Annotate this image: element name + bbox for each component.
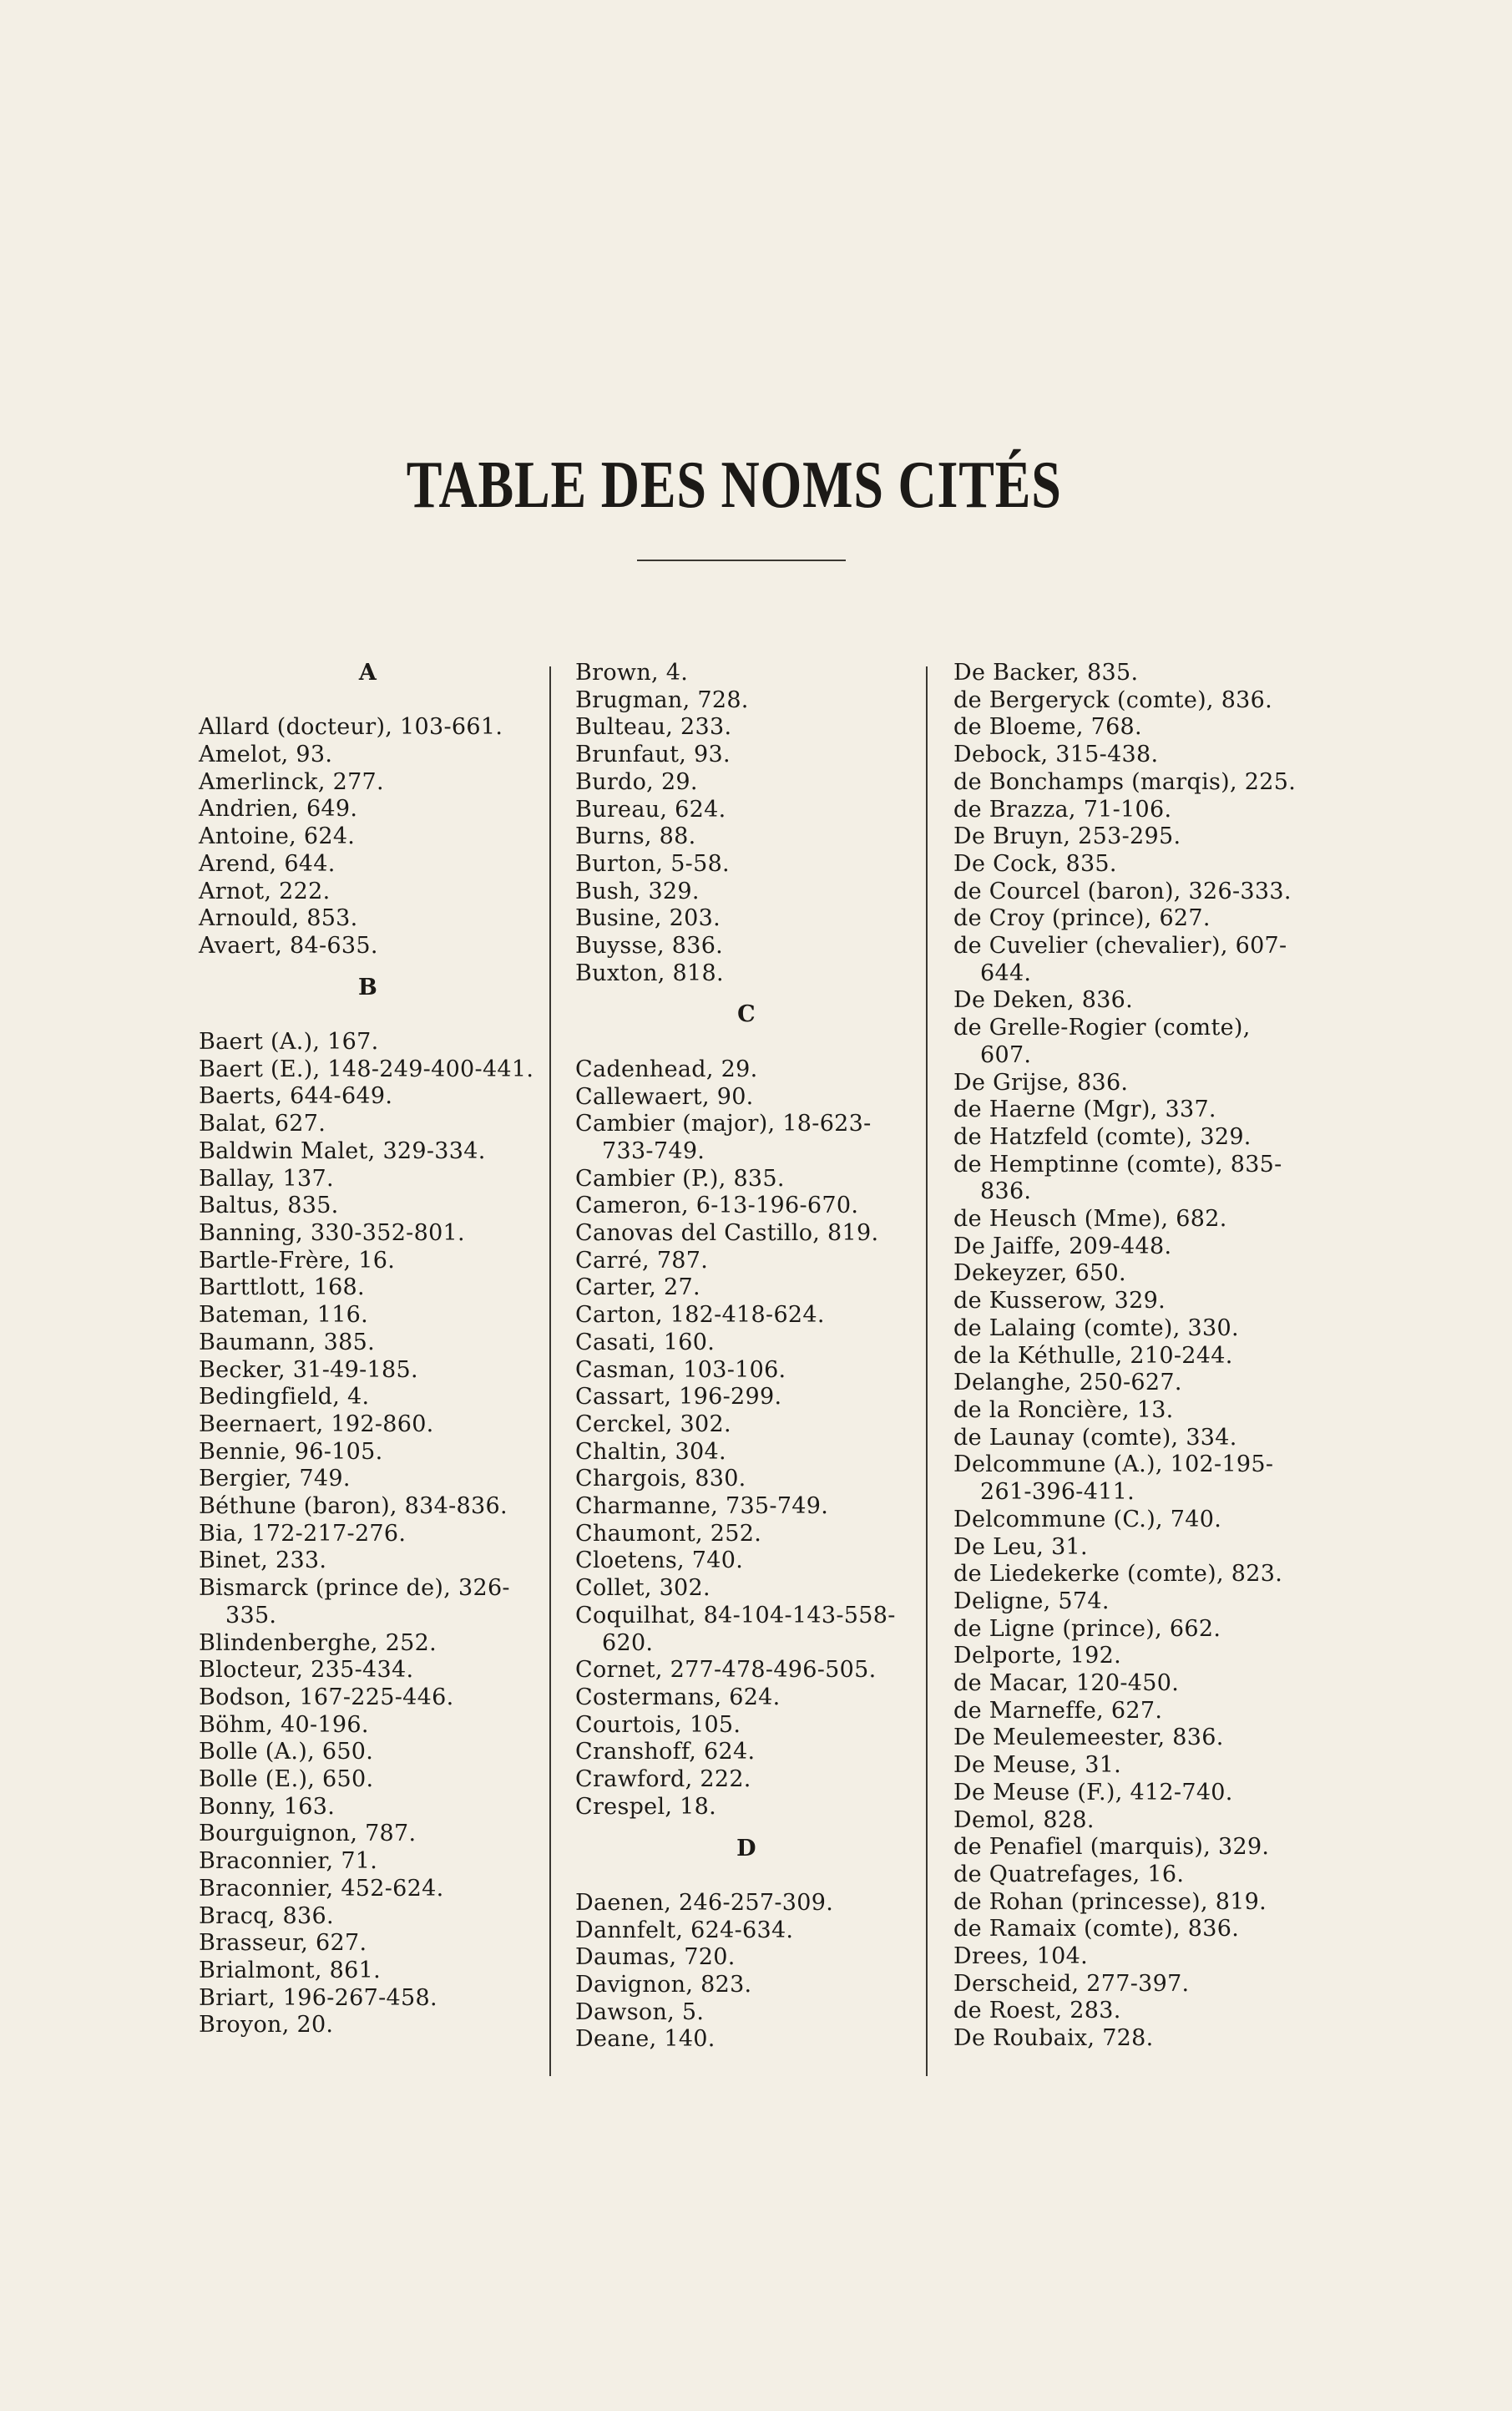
index-entry: de la Kéthulle, 210-244. [953, 1342, 1233, 1369]
index-entry: Baert (A.), 167. [199, 1029, 379, 1056]
index-entry: de Croy (prince), 627. [953, 905, 1211, 932]
index-entry: Blindenberghe, 252. [199, 1629, 437, 1656]
index-entry: Derscheid, 277-397. [953, 1970, 1190, 1997]
index-column-3 [953, 660, 1304, 2079]
index-entry: Daumas, 720. [575, 1944, 736, 1971]
index-entry: De Deken, 836. [953, 987, 1134, 1014]
index-entry: Callewaert, 90. [575, 1083, 754, 1110]
index-entry: de la Roncière, 13. [953, 1396, 1174, 1423]
index-entry: Barttlott, 168. [199, 1274, 365, 1301]
index-entry: Charmanne, 735-749. [575, 1493, 829, 1520]
index-entry: Braconnier, 452-624. [199, 1875, 444, 1902]
index-entry: Beernaert, 192-860. [199, 1411, 434, 1437]
index-entry: De Bruyn, 253-295. [953, 823, 1181, 850]
index-entry: Burns, 88. [575, 823, 696, 850]
index-entry: Bedingfield, 4. [199, 1384, 370, 1411]
index-entry: De Roubaix, 728. [953, 2025, 1154, 2052]
index-entry: de Launay (comte), 334. [953, 1424, 1237, 1451]
index-entry: Becker, 31-49-185. [199, 1356, 418, 1383]
entry-list-d [575, 1890, 918, 2054]
index-entry: Brunfaut, 93. [575, 742, 731, 768]
index-entry: Crespel, 18. [575, 1793, 717, 1820]
index-entry: Burdo, 29. [575, 768, 698, 795]
index-entry: Arnot, 222. [199, 878, 331, 904]
column-divider-1 [549, 666, 551, 2076]
index-entry: Bergier, 749. [199, 1466, 351, 1492]
index-entry: Bush, 329. [575, 878, 700, 904]
index-entry: Brasseur, 627. [199, 1930, 367, 1957]
index-entry: Delcommune (C.), 740. [953, 1506, 1222, 1532]
index-entry: Demol, 828. [953, 1806, 1095, 1833]
index-entry: de Grelle-Rogier (comte), 607. [953, 1015, 1251, 1068]
index-entry: Buxton, 818. [575, 960, 724, 986]
index-entry: Courtois, 105. [575, 1711, 741, 1738]
index-entry: de Roest, 283. [953, 1998, 1121, 2024]
index-entry: Crawford, 222. [575, 1766, 751, 1793]
index-entry: De Cock, 835. [953, 850, 1117, 877]
index-entry: Cerckel, 302. [575, 1411, 731, 1437]
index-entry: Bulteau, 233. [575, 714, 732, 741]
section-letter-a: A [358, 660, 377, 686]
index-entry: Busine, 203. [575, 905, 721, 932]
index-entry: Andrien, 649. [199, 796, 358, 823]
index-entry: de Ligne (prince), 662. [953, 1615, 1221, 1642]
index-entry: Costermans, 624. [575, 1684, 781, 1710]
index-entry: Bateman, 116. [199, 1302, 369, 1329]
index-entry: Antoine, 624. [199, 823, 356, 850]
entry-list-b-continued [575, 660, 918, 987]
index-entry: Coquilhat, 84-104-143-558-620. [575, 1602, 896, 1656]
index-entry: Deligne, 574. [953, 1588, 1110, 1614]
index-entry: Bourguignon, 787. [199, 1821, 417, 1847]
index-entry: de Hemptinne (comte), 835-836. [953, 1151, 1282, 1205]
index-entry: Bonny, 163. [199, 1793, 336, 1820]
index-entry: de Kusserow, 329. [953, 1288, 1166, 1314]
index-entry: Delanghe, 250-627. [953, 1370, 1182, 1396]
index-entry: Brialmont, 861. [199, 1957, 381, 1983]
column-divider-2 [926, 666, 928, 2076]
index-entry: Bia, 172-217-276. [199, 1520, 407, 1547]
index-entry: Briart, 196-267-458. [199, 1984, 437, 2011]
index-entry: Brown, 4. [575, 660, 689, 686]
index-entry: Banning, 330-352-801. [199, 1220, 465, 1246]
index-entry: Cloetens, 740. [575, 1547, 744, 1574]
index-entry: Cornet, 277-478-496-505. [575, 1657, 877, 1684]
index-entry: de Courcel (baron), 326-333. [953, 878, 1292, 904]
index-entry: de Heusch (Mme), 682. [953, 1206, 1227, 1233]
index-entry: Amerlinck, 277. [199, 768, 384, 795]
index-entry: Deane, 140. [575, 2026, 716, 2053]
index-entry: Béthune (baron), 834-836. [199, 1493, 508, 1520]
index-entry: Bismarck (prince de), 326-335. [199, 1575, 510, 1628]
index-entry: de Ramaix (comte), 836. [953, 1916, 1240, 1942]
index-entry: Burton, 5-58. [575, 850, 730, 877]
index-entry: Baerts, 644-649. [199, 1083, 393, 1110]
index-entry: Dawson, 5. [575, 1998, 705, 2025]
index-entry: Balat, 627. [199, 1111, 326, 1137]
index-entry: Casman, 103-106. [575, 1356, 786, 1383]
index-entry: De Meulemeester, 836. [953, 1725, 1224, 1751]
index-entry: de Bonchamps (marqis), 225. [953, 768, 1297, 795]
entry-list-b [199, 1029, 537, 2039]
index-entry: Cadenhead, 29. [575, 1056, 758, 1082]
index-entry: Bennie, 96-105. [199, 1438, 383, 1465]
index-entry: Amelot, 93. [199, 742, 333, 768]
index-entry: de Cuvelier (chevalier), 607-644. [953, 933, 1287, 986]
index-entry: Carré, 787. [575, 1247, 709, 1274]
index-entry: Casati, 160. [575, 1329, 716, 1355]
index-entry: Baumann, 385. [199, 1329, 375, 1355]
index-entry: Bracq, 836. [199, 1902, 334, 1929]
index-entry: de Lalaing (comte), 330. [953, 1314, 1239, 1341]
index-entry: de Bergeryck (comte), 836. [953, 686, 1273, 713]
index-entry: Bartle-Frère, 16. [199, 1247, 396, 1274]
index-entry: Carton, 182-418-624. [575, 1302, 825, 1329]
section-letter-c: C [737, 1001, 756, 1028]
index-entry: Bureau, 624. [575, 796, 726, 823]
title-divider [637, 560, 846, 561]
index-entry: Binet, 233. [199, 1547, 327, 1574]
index-entry: Delporte, 192. [953, 1643, 1122, 1669]
index-entry: Brugman, 728. [575, 686, 749, 713]
index-entry: Carter, 27. [575, 1274, 700, 1301]
entry-list-c [575, 1056, 918, 1821]
index-column-2 [575, 660, 918, 2079]
index-entry: Davignon, 823. [575, 1971, 752, 1998]
index-entry: Broyon, 20. [199, 2012, 334, 2039]
index-entry: Blocteur, 235-434. [199, 1657, 414, 1684]
index-entry: Baert (E.), 148-249-400-441. [199, 1056, 534, 1082]
index-entry: De Meuse (F.), 412-740. [953, 1779, 1233, 1806]
entry-list-a [199, 714, 537, 960]
index-entry: Cambier (major), 18-623-733-749. [575, 1111, 872, 1164]
index-entry: de Marneffe, 627. [953, 1697, 1163, 1724]
index-entry: Drees, 104. [953, 1943, 1088, 1970]
index-entry: Allard (docteur), 103-661. [199, 714, 503, 741]
index-entry: de Macar, 120-450. [953, 1670, 1180, 1697]
index-entry: de Hatzfeld (comte), 329. [953, 1123, 1252, 1150]
index-column-1 [199, 660, 537, 2079]
index-entry: Braconnier, 71. [199, 1848, 378, 1875]
index-entry: de Liedekerke (comte), 823. [953, 1561, 1283, 1588]
index-entry: Canovas del Castillo, 819. [575, 1220, 879, 1247]
index-entry: De Leu, 31. [953, 1533, 1088, 1560]
section-letter-b: B [357, 974, 378, 1000]
index-entry: Ballay, 137. [199, 1165, 334, 1192]
index-entry: Avaert, 84-635. [199, 933, 378, 959]
index-entry: Chargois, 830. [575, 1466, 746, 1492]
index-entry: Dekeyzer, 650. [953, 1260, 1126, 1287]
index-entry: Cranshoff, 624. [575, 1739, 756, 1765]
page-title: TABLE DES NOMS CITÉS [406, 448, 1062, 522]
index-entry: Cameron, 6-13-196-670. [575, 1193, 859, 1219]
index-entry: de Haerne (Mgr), 337. [953, 1097, 1216, 1123]
index-entry: Cassart, 196-299. [575, 1384, 782, 1411]
index-entry: de Rohan (princesse), 819. [953, 1888, 1267, 1915]
entry-list-d-continued [953, 660, 1304, 2053]
index-entry: De Meuse, 31. [953, 1752, 1122, 1779]
index-entry: Chaltin, 304. [575, 1438, 726, 1465]
index-entry: Collet, 302. [575, 1575, 710, 1602]
index-entry: de Brazza, 71-106. [953, 796, 1172, 823]
index-entry: Dannfelt, 624-634. [575, 1917, 794, 1943]
index-entry: Baldwin Malet, 329-334. [199, 1137, 486, 1164]
index-entry: de Penafiel (marquis), 329. [953, 1834, 1270, 1861]
index-entry: Buysse, 836. [575, 933, 724, 960]
index-entry: Bodson, 167-225-446. [199, 1684, 454, 1710]
index-entry: de Bloeme, 768. [953, 714, 1142, 741]
index-entry: Chaumont, 252. [575, 1520, 762, 1547]
index-entry: Bolle (E.), 650. [199, 1766, 374, 1793]
index-entry: Arend, 644. [199, 850, 336, 877]
index-entry: Arnould, 853. [199, 905, 358, 932]
index-entry: De Grijse, 836. [953, 1069, 1129, 1096]
index-entry: De Backer, 835. [953, 660, 1139, 686]
section-letter-d: D [736, 1835, 756, 1861]
index-entry: de Quatrefages, 16. [953, 1861, 1185, 1887]
index-entry: Daenen, 246-257-309. [575, 1889, 834, 1916]
index-entry: Bolle (A.), 650. [199, 1739, 374, 1765]
index-entry: Debock, 315-438. [953, 742, 1159, 768]
index-entry: Böhm, 40-196. [199, 1711, 369, 1738]
index-entry: Baltus, 835. [199, 1193, 339, 1219]
index-entry: Cambier (P.), 835. [575, 1165, 785, 1192]
index-entry: Delcommune (A.), 102-195-261-396-411. [953, 1451, 1274, 1506]
index-entry: De Jaiffe, 209-448. [953, 1233, 1172, 1259]
